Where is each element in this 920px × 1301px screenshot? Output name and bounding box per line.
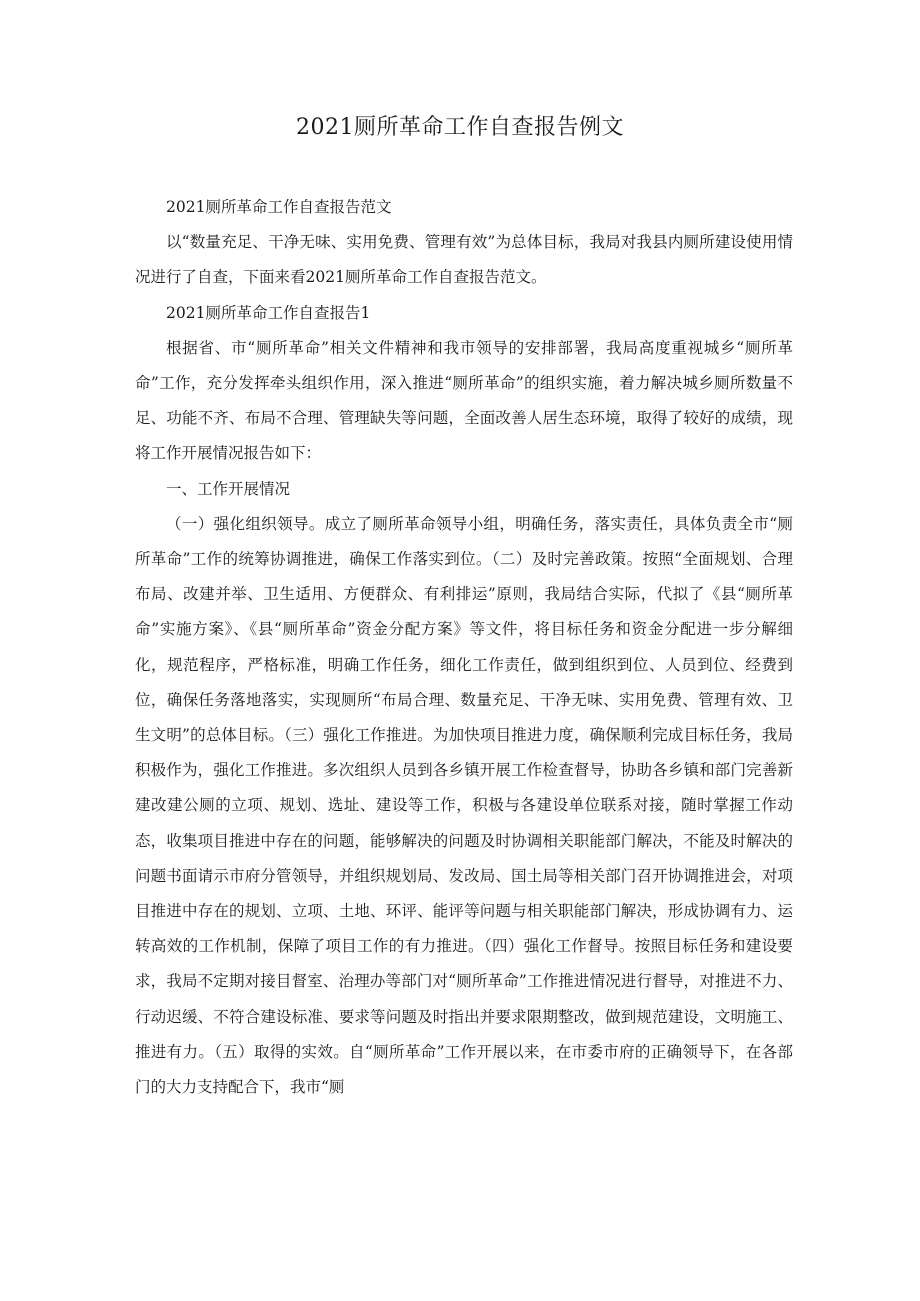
subtitle-paragraph: 2021厕所革命工作自查报告范文 <box>166 198 392 216</box>
section-heading: 一、工作开展情况 <box>166 479 291 498</box>
document-body <box>135 190 793 1105</box>
report-heading-paragraph: 2021厕所革命工作自查报告1 <box>166 303 371 322</box>
work-details-paragraph: （一）强化组织领导。成立了厕所革命领导小组，明确任务，落实责任，具体负责全市“厕所革命”工作的统筹协调推进，确保工作落实到位。（二）及时完善政策。按照“全面规划、合理布局、改建并举、卫生适用、方便群众、有利排运”原则，我局结合实际，代拟了《县“厕所革命”实施方案》、《县“厕所革命”资金分配方案》等文件，将目标任务和资金分配进一步分解细化，规范程序，严格标准，明确工作任务，细化工作责任，做到组织到位、人员到位、经费到位，确保任务落地落实，实现厕所“布局合理、数量充足、干净无味、实用免费、管理有效、卫生文明”的总体目标。（三）强化工作推进。为加快项目推进力度，确保顺利完成目标任务，我局积极作为，强化工作推进。多次组织人员到各乡镇开展工作检查督导，协助各乡镇和部门完善新建改建公厕的立项、规划、选址、建设等工作，积极与各建设单位联系对接，随时掌握工作动态，收集项目推进中存在的问题，能够解决的问题及时协调相关职能部门解决，不能及时解决的问题书面请示市府分管领导，并组织规划局、发改局、国土局等相关部门召开协调推进会，对项目推进中存在的规划、立项、土地、环评、能评等问题与相关职能部门解决，形成协调有力、运转高效的工作机制，保障了项目工作的有力推进。（四）强化工作督导。按照目标任务和建设要求，我局不定期对接目督室、治理办等部门对“厕所革命”工作推进情况进行督导，对推进不力、行动迟缓、不符合建设标准、要求等问题及时指出并要求限期整改，做到规范建设，文明施工、推进有力。（五）取得的实效。自“厕所革命”工作开展以来，在市委市府的正确领导下，在各部门的大力支持配合下，我市“厕 <box>135 514 793 1097</box>
intro-paragraph: 以“数量充足、干净无味、实用免费、管理有效”为总体目标，我局对我县内厕所建设使用情况进行了自查，下面来看2021厕所革命工作自查报告范文。 <box>135 233 793 287</box>
background-paragraph: 根据省、市“厕所革命”相关文件精神和我市领导的安排部署，我局高度重视城乡“厕所革命”工作，充分发挥牵头组织作用，深入推进“厕所革命”的组织实施，着力解决城乡厕所数量不足、功能不齐、布局不合理、管理缺失等问题，全面改善人居生态环境，取得了较好的成绩，现将工作开展情况报告如下： <box>135 338 793 463</box>
document-title: 2021厕所革命工作自查报告例文 <box>296 115 624 140</box>
